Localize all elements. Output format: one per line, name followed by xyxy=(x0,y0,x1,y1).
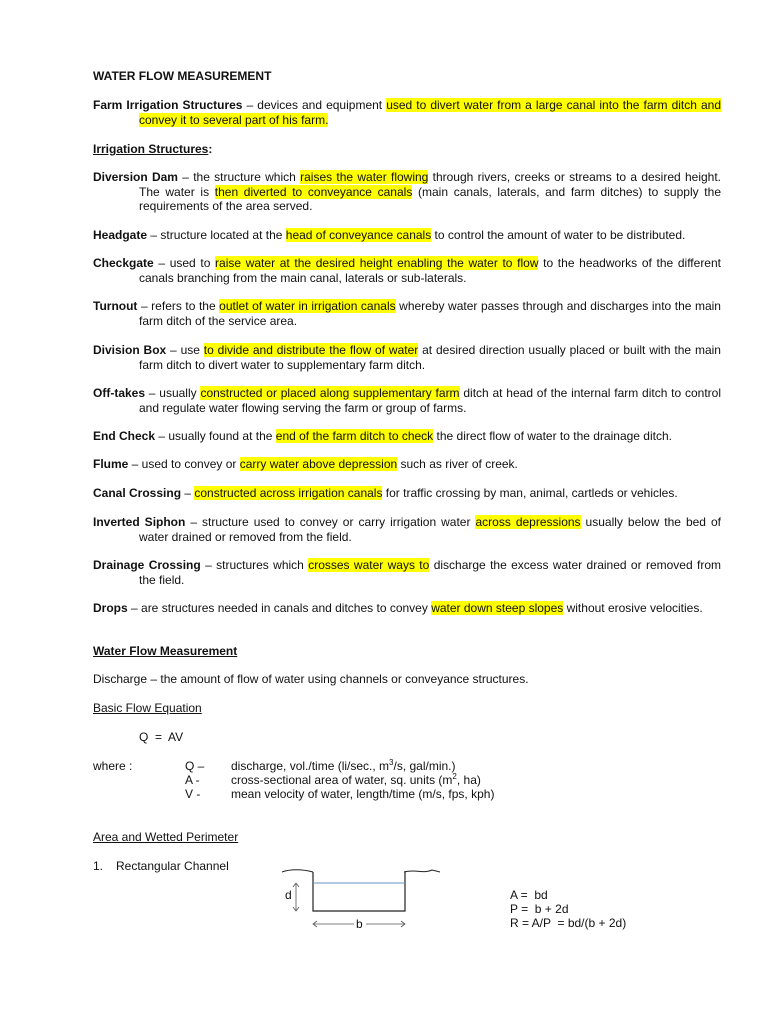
channel-section xyxy=(313,872,405,911)
definition-text: – usually xyxy=(145,386,201,400)
rectangular-channel-label: Rectangular Channel xyxy=(116,859,229,873)
definition-text: – structure located at the xyxy=(147,228,286,242)
highlighted-text: water down steep slopes xyxy=(431,601,564,615)
definition-text: – use xyxy=(166,343,204,357)
superscript: 3 xyxy=(389,758,394,767)
definition-off-takes xyxy=(93,386,721,415)
definition-drainage-crossing xyxy=(93,558,721,587)
superscript: 2 xyxy=(452,772,457,781)
definition-text: – structure used to convey or carry irrigation water xyxy=(185,515,476,529)
definition-text: – are structures needed in canals and ditches to convey xyxy=(127,601,432,615)
definition-text: the direct flow of water to the drainage ditch. xyxy=(433,429,672,443)
definition-text: through rivers, creeks or streams to a desired height. The water is xyxy=(139,170,721,199)
definition-turnout xyxy=(93,299,721,328)
highlighted-text: raises the water flowing xyxy=(300,170,429,184)
definition-text: – used to xyxy=(153,256,216,270)
term-label: Headgate xyxy=(93,228,148,242)
highlighted-text: constructed across irrigation canals xyxy=(194,486,383,500)
definition-canal-crossing xyxy=(93,486,721,501)
intro-text: – devices and equipment xyxy=(242,98,387,112)
variable-description xyxy=(231,787,494,802)
rectangular-channel-diagram xyxy=(280,866,450,936)
document-title: WATER FLOW MEASUREMENT xyxy=(93,69,272,83)
highlighted-text: carry water above depression xyxy=(239,457,398,471)
definition-text: (main canals, laterals, and farm ditches) to supply the requirements of the area served. xyxy=(139,184,721,213)
definition-text: to the headworks of the different canals branching from the main canal, laterals or sub-laterals. xyxy=(139,256,721,285)
definition-text: usually below the bed of water drained or removed from the field. xyxy=(139,515,721,544)
variable-description xyxy=(231,773,481,788)
description-text: /s, gal/min.) xyxy=(393,759,456,773)
variable-symbol: Q – xyxy=(185,759,205,773)
variable-symbol: A - xyxy=(185,773,200,787)
discharge-definition: Discharge – the amount of flow of water using channels or conveyance structures. xyxy=(93,672,529,686)
highlighted-text: crosses water ways to xyxy=(308,558,430,572)
highlighted-text: across depressions xyxy=(475,515,581,529)
definition-text: – structures which xyxy=(200,558,309,572)
term-label: Division Box xyxy=(93,343,167,357)
definition-text: to control the amount of water to be distributed. xyxy=(431,228,686,242)
flow-equation: Q = AV xyxy=(139,730,184,744)
water-flow-measurement-heading: Water Flow Measurement xyxy=(93,644,238,658)
highlighted-text: head of conveyance canals xyxy=(285,228,432,242)
term-label: Off-takes xyxy=(93,386,146,400)
definition-text: without erosive velocities. xyxy=(563,601,703,615)
irrigation-structures-heading xyxy=(93,142,212,157)
highlighted-text: raise water at the desired height enabling the water to flow xyxy=(215,256,539,270)
definition-checkgate xyxy=(93,256,721,285)
hydraulic-radius-formula: R = A/P = bd/(b + 2d) xyxy=(510,916,627,930)
term-label: Diversion Dam xyxy=(93,170,178,184)
depth-label: d xyxy=(285,888,292,902)
term-label: Inverted Siphon xyxy=(93,515,186,529)
variable-description xyxy=(231,759,456,774)
definition-diversion-dam xyxy=(93,170,721,214)
definition-text: ditch at head of the internal farm ditch to control and regulate water flowing serving the farm or group of farms. xyxy=(139,386,721,415)
term-label: Drainage Crossing xyxy=(93,558,201,572)
description-text: discharge, vol./time (li/sec., m xyxy=(231,759,390,773)
highlighted-text: to divide and distribute the flow of water xyxy=(203,343,419,357)
term-label: Flume xyxy=(93,457,129,471)
intro-paragraph xyxy=(93,98,721,127)
term-label: Canal Crossing xyxy=(93,486,182,500)
area-formula: A = bd xyxy=(510,888,548,902)
highlighted-text: outlet of water in irrigation canals xyxy=(219,299,396,313)
variable-symbol: V - xyxy=(185,787,201,801)
highlighted-text: end of the farm ditch to check xyxy=(275,429,434,443)
description-text: , ha) xyxy=(456,773,481,787)
term-label: Drops xyxy=(93,601,128,615)
definition-text: at desired direction usually placed or built with the main farm ditch to divert water to supplementary farm ditch. xyxy=(139,343,721,372)
term-label: End Check xyxy=(93,429,156,443)
definition-text: – the structure which xyxy=(177,170,301,184)
definition-drops xyxy=(93,601,721,616)
area-wetted-perimeter-heading: Area and Wetted Perimeter xyxy=(93,830,239,844)
irrigation-heading-colon: : xyxy=(208,142,213,156)
definition-text: – usually found at the xyxy=(155,429,276,443)
basic-flow-equation-heading: Basic Flow Equation xyxy=(93,701,202,715)
definition-text: – refers to the xyxy=(137,299,220,313)
definition-text: discharge the excess water drained or removed from the field. xyxy=(139,558,721,587)
description-text: mean velocity of water, length/time (m/s, fps, kph) xyxy=(231,787,495,801)
perimeter-formula: P = b + 2d xyxy=(510,902,569,916)
intro-highlight: used to divert water from a large canal into the farm ditch and convey it to several part of his farm. xyxy=(139,98,722,127)
term-label: Checkgate xyxy=(93,256,154,270)
highlighted-text: constructed or placed along supplementary farm xyxy=(200,386,460,400)
definition-headgate xyxy=(93,228,721,243)
width-label: b xyxy=(356,917,363,931)
definition-division-box xyxy=(93,343,721,372)
highlighted-text: then diverted to conveyance canals xyxy=(214,184,413,199)
definition-text: such as river of creek. xyxy=(397,457,518,471)
ground-line-left xyxy=(282,870,313,872)
definition-text: – used to convey or xyxy=(128,457,240,471)
ground-line-right xyxy=(404,870,440,872)
definition-text: whereby water passes through and discharges into the main farm ditch of the service area. xyxy=(139,299,721,328)
definition-flume xyxy=(93,457,721,472)
where-label: where : xyxy=(93,759,133,773)
intro-term: Farm Irrigation Structures xyxy=(93,98,243,112)
definition-end-check xyxy=(93,429,721,444)
definition-text: for traffic crossing by man, animal, cartleds or vehicles. xyxy=(382,486,678,500)
irrigation-heading-text: Irrigation Structures xyxy=(93,142,209,156)
term-label: Turnout xyxy=(93,299,138,313)
definition-inverted-siphon xyxy=(93,515,721,544)
description-text: cross-sectional area of water, sq. units (m xyxy=(231,773,453,787)
list-number: 1. xyxy=(93,859,104,873)
definition-text: – xyxy=(181,486,195,500)
